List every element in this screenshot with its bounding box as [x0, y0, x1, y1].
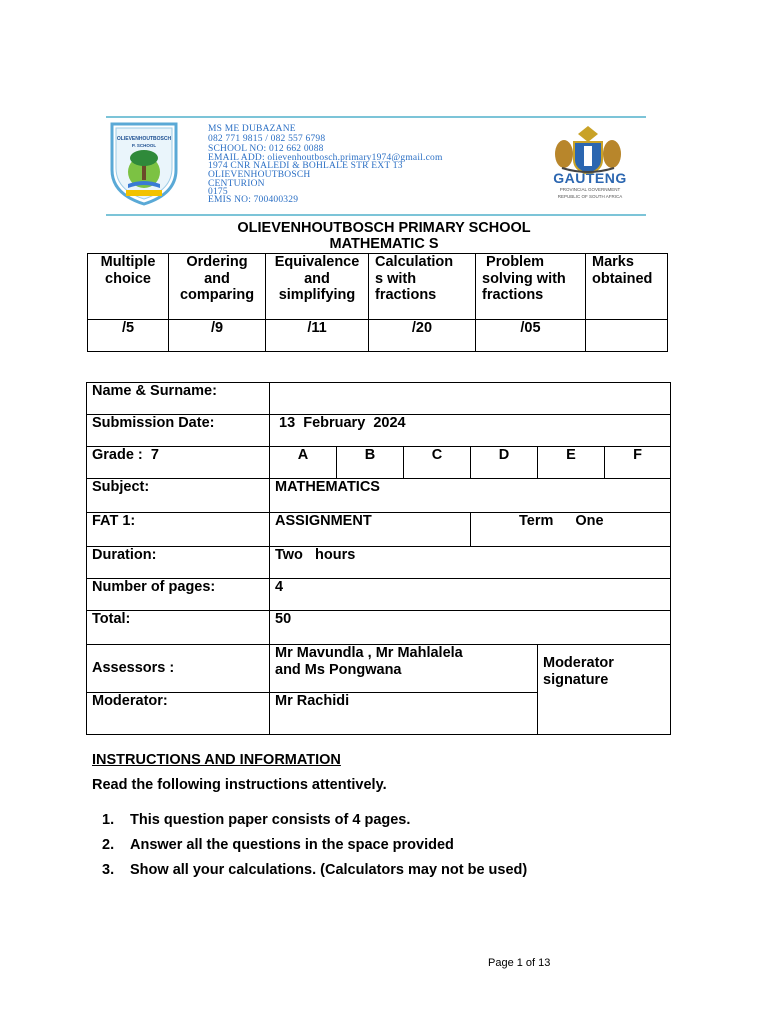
- total-label: Total:: [87, 611, 270, 645]
- marks-total-cell: /20: [369, 320, 476, 352]
- fat-label: FAT 1:: [87, 513, 270, 547]
- marks-header-cell: Problem solving with fractions: [476, 254, 586, 320]
- marks-total-row: [88, 320, 668, 352]
- total-row: [87, 611, 671, 645]
- pages-row: [87, 579, 671, 611]
- school-crest-logo: [106, 118, 182, 206]
- letterhead-line: SCHOOL NO: 012 662 0088: [208, 144, 324, 154]
- letterhead-line: OLIEVENHOUTBOSCH: [208, 170, 311, 180]
- crest-text-mid: P. SCHOOL: [131, 143, 157, 148]
- subject-row: [87, 479, 671, 513]
- marks-total-cell: /11: [266, 320, 369, 352]
- instructions-intro: Read the following instructions attentively.: [92, 777, 387, 793]
- marks-header-cell: Marks obtained: [586, 254, 668, 320]
- marks-total-cell: /5: [88, 320, 169, 352]
- marks-header-cell: Ordering and comparing: [169, 254, 266, 320]
- grade-label: Grade : 7: [87, 447, 270, 479]
- assessors-value: Mr Mavundla , Mr Mahlalela and Ms Pongwana: [270, 645, 538, 693]
- marks-total-cell: /9: [169, 320, 266, 352]
- grade-option-b[interactable]: B: [337, 447, 404, 479]
- subject-value: MATHEMATICS: [270, 479, 671, 513]
- term-label: Term: [519, 513, 554, 529]
- assessors-row: [87, 645, 671, 693]
- marks-total-cell: /05: [476, 320, 586, 352]
- grade-option-d[interactable]: D: [471, 447, 538, 479]
- letterhead-line: MS ME DUBAZANE: [208, 124, 296, 134]
- gauteng-subtitle: PROVINCIAL GOVERNMENT: [559, 187, 621, 192]
- pages-value: 4: [270, 579, 671, 611]
- grade-option-e[interactable]: E: [538, 447, 605, 479]
- pages-label: Number of pages:: [87, 579, 270, 611]
- page-number: Page 1 of 13: [488, 957, 551, 969]
- grade-row: [87, 447, 671, 479]
- grade-option-a[interactable]: A: [270, 447, 337, 479]
- total-value: 50: [270, 611, 671, 645]
- term-value: One: [575, 513, 604, 529]
- fat-value: ASSIGNMENT: [270, 513, 471, 547]
- letterhead-line: 0175: [208, 187, 228, 197]
- letterhead-line: 1974 CNR NALEDI & BOHLALE STR EXT 13: [208, 161, 403, 171]
- name-row: [87, 383, 671, 415]
- duration-value: Two hours: [270, 547, 671, 579]
- letterhead-line: EMIS NO: 700400329: [208, 195, 299, 205]
- moderator-signature-box[interactable]: [538, 645, 671, 735]
- crest-text-top: OLIEVENHOUTBOSCH: [116, 136, 172, 142]
- grade-option-f[interactable]: F: [605, 447, 671, 479]
- moderator-value: Mr Rachidi: [270, 693, 538, 735]
- marks-table: [87, 253, 668, 352]
- marks-header-cell: Equivalence and simplifying: [266, 254, 369, 320]
- instruction-item: 3. Show all your calculations. (Calculators may not be used): [102, 862, 528, 878]
- assessors-label: Assessors :: [87, 645, 270, 693]
- letterhead-line: 082 771 9815 / 082 557 6798: [208, 134, 326, 144]
- submission-label: Submission Date:: [87, 415, 270, 447]
- duration-label: Duration:: [87, 547, 270, 579]
- gauteng-name: GAUTENG: [553, 170, 627, 186]
- fat-row: [87, 513, 671, 547]
- marks-obtained-cell[interactable]: [586, 320, 668, 352]
- grade-option-c[interactable]: C: [404, 447, 471, 479]
- letterhead-line: CENTURION: [208, 179, 265, 189]
- moderator-signature-label: Moderator signature: [543, 655, 614, 688]
- marks-header-cell: Multiple choice: [88, 254, 169, 320]
- term-cell: [471, 513, 671, 547]
- school-name: OLIEVENHOUTBOSCH PRIMARY SCHOOL: [237, 220, 531, 236]
- moderator-label: Moderator:: [87, 693, 270, 735]
- submission-date: 13 February 2024: [270, 415, 671, 447]
- submission-row: [87, 415, 671, 447]
- name-field[interactable]: [270, 383, 671, 415]
- instruction-item: 2. Answer all the questions in the space provided: [102, 837, 454, 853]
- instruction-item: 1. This question paper consists of 4 pages.: [102, 812, 411, 828]
- marks-header-cell: Calculation s with fractions: [369, 254, 476, 320]
- marks-header-row: [88, 254, 668, 320]
- subject-label: Subject:: [87, 479, 270, 513]
- name-label: Name & Surname:: [87, 383, 270, 415]
- instructions-heading: INSTRUCTIONS AND INFORMATION: [92, 752, 341, 768]
- duration-row: [87, 547, 671, 579]
- letterhead-line: EMAIL ADD: olievenhoutbosch.primary1974@gmail.com: [208, 153, 443, 163]
- subject-title: MATHEMATIC S: [329, 236, 439, 252]
- gauteng-subtitle: REPUBLIC OF SOUTH AFRICA: [557, 194, 623, 199]
- assignment-info-table: [86, 382, 671, 735]
